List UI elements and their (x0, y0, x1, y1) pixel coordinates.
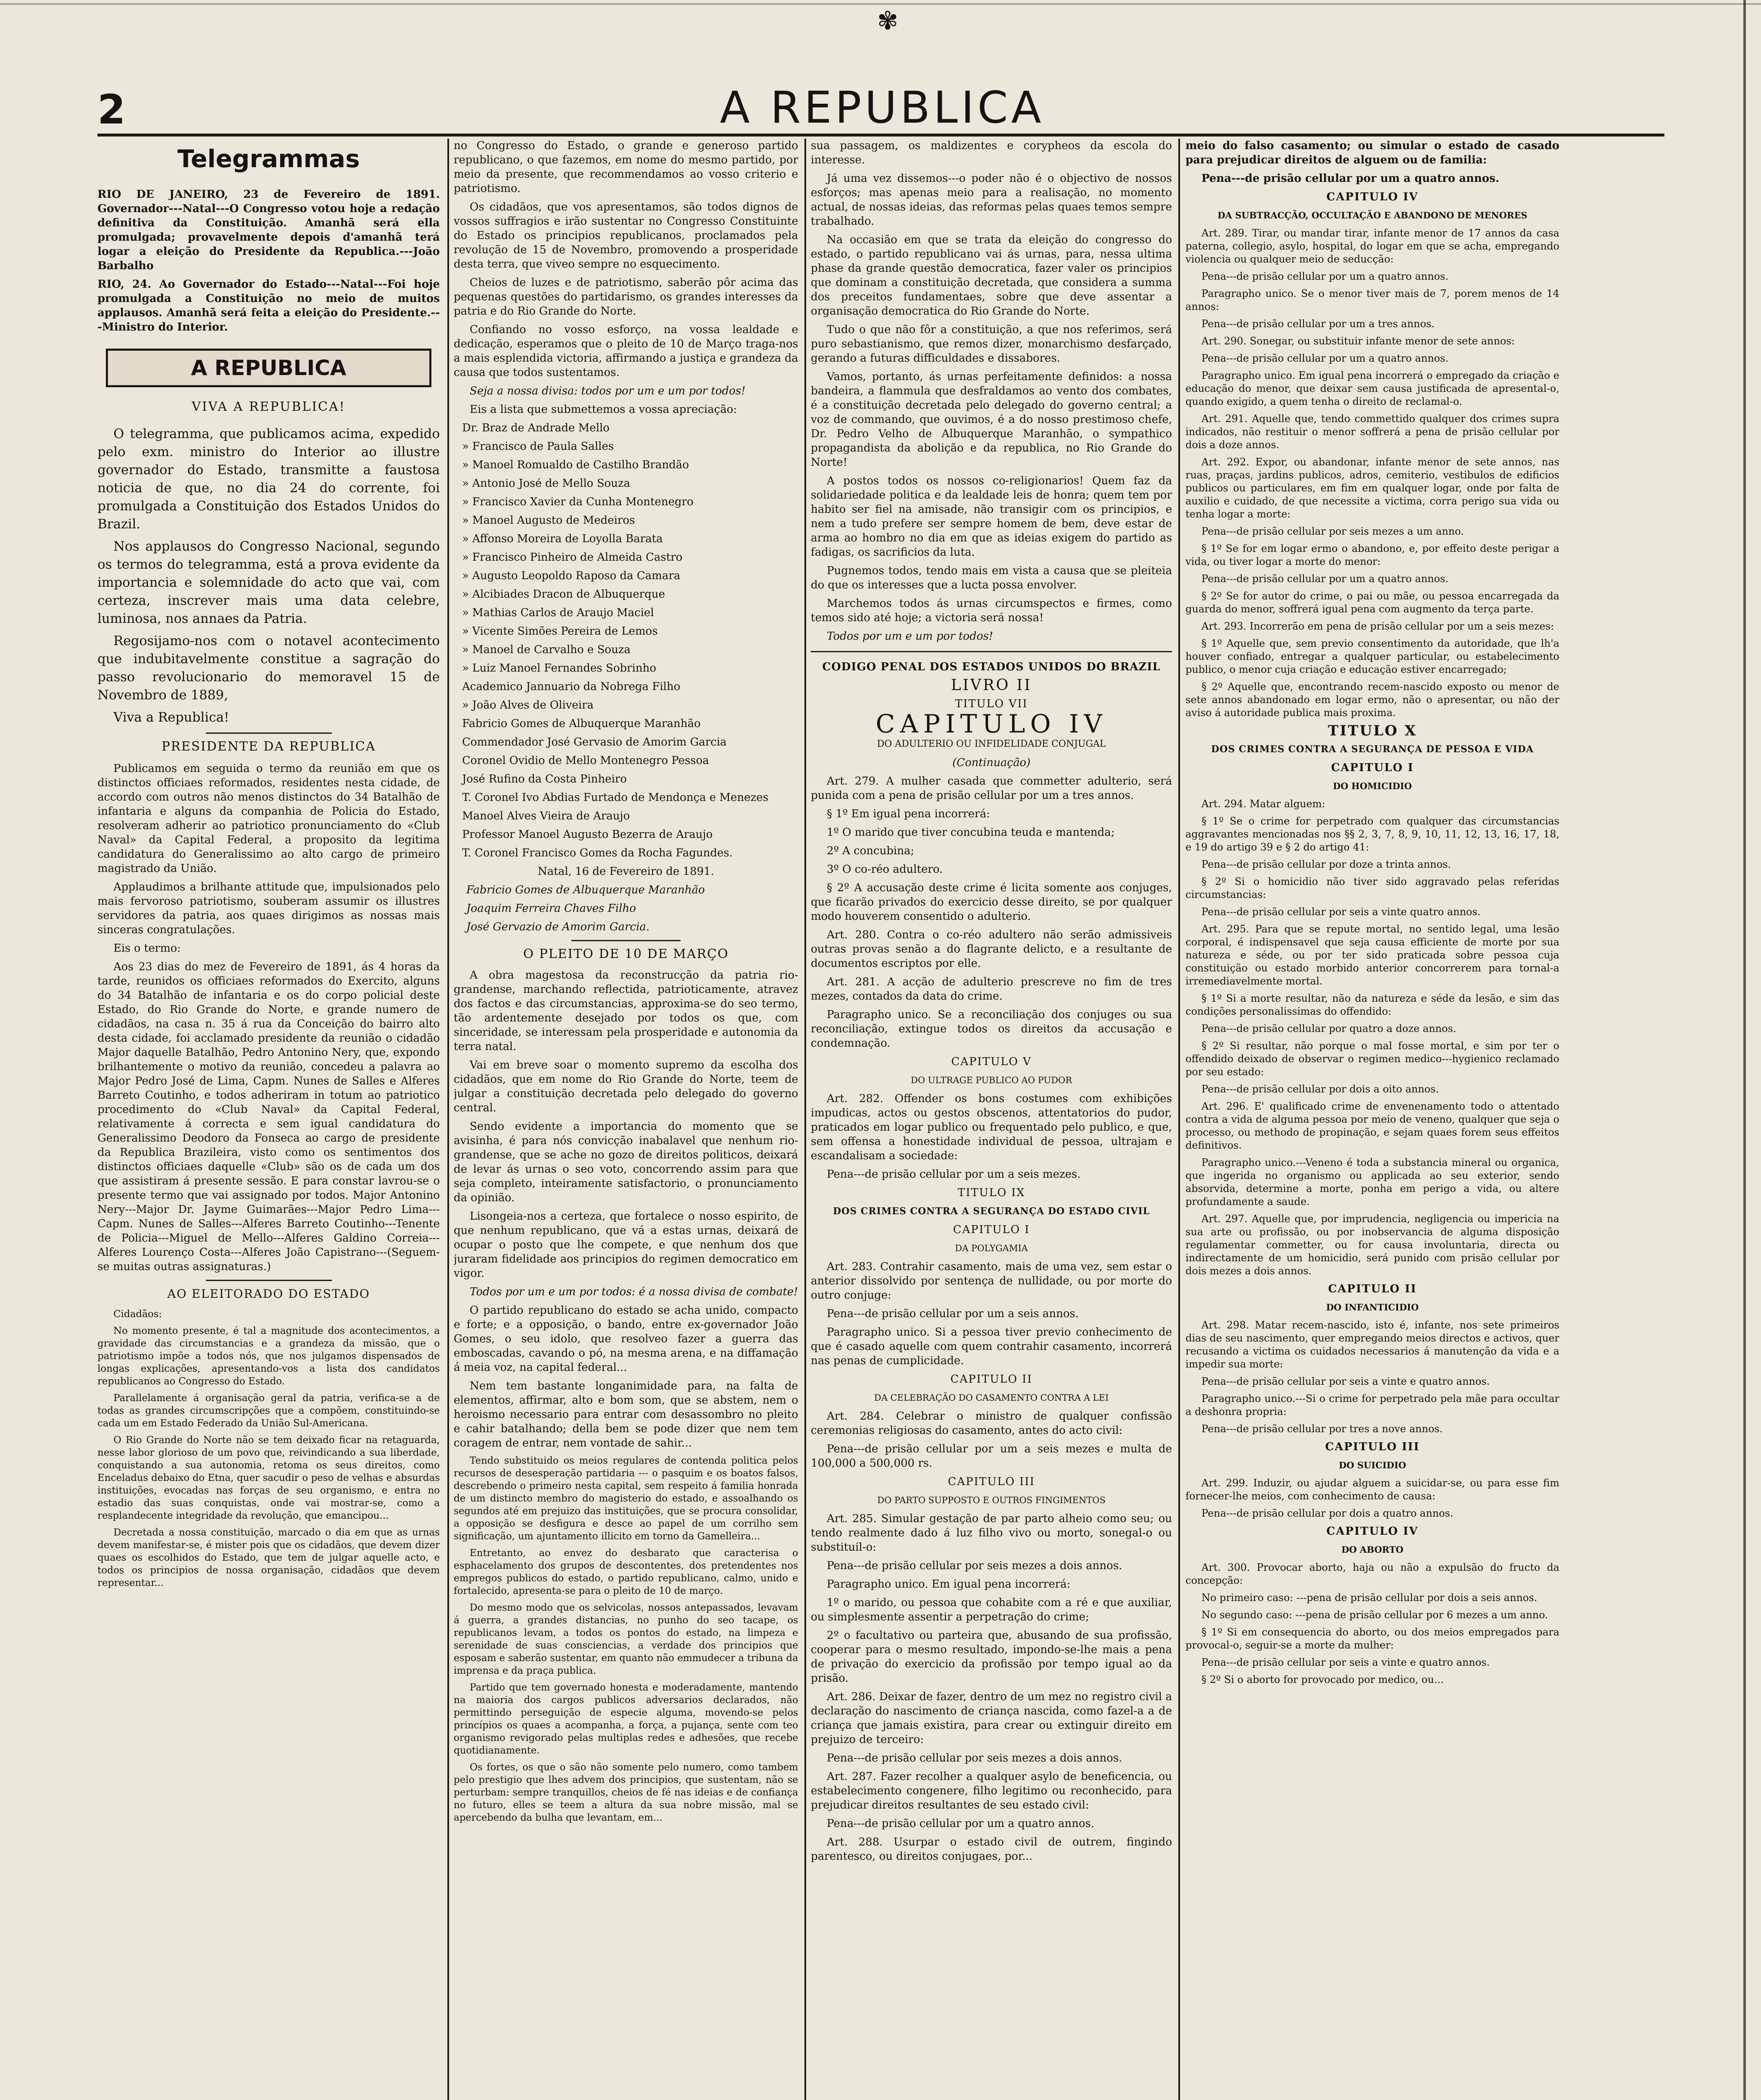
article-paragraph: Tendo substituido os meios regulares de contenda politica pelos recursos de desesperação partidaria --- o pasquim e os boatos falsos, descrebendo o primeiro nesta capital, sem respeito á familia honrada de um distincto membro do magisterio do estado, e assoalhando os segundos até em prejuizo das instituições, que se procura consolidar, a opposição se desfigura e desce ao papel de um corrilho sem significação, um ajuntamento illicito em torno da Gamelleira... (454, 1455, 798, 1542)
article-paragraph: Pena---de prisão cellular por um a quatro annos. (827, 1817, 1094, 1830)
article-paragraph: No segundo caso: ---pena de prisão cellular por 6 mezes a um anno. (1201, 1609, 1548, 1621)
article-paragraph: 2º A concubina; (827, 845, 915, 857)
article-paragraph: Pena---de prisão cellular por seis mezes a um anno. (1201, 525, 1464, 537)
chapter-subtitle: DO SUICIDIO (1339, 1460, 1406, 1470)
article-paragraph: Aos 23 dias do mez de Fevereiro de 1891, ás 4 horas da tarde, reunidos os officiaes reformados do Exercito, alguns do 34 Batalhão de infantaria e os do corpo policial deste Estado, do Rio Grande do Norte, e grande numero de cidadãos, na casa n. 35 á rua da Conceição do bairro alto desta cidade, foi acclamado presidente da reunião o cidadão Major daquelle Batalhão, Pedro Antonino Nery, que, expondo brilhantemente o motivo da reunião, concedeu a palavra ao Major Pedro José de Lima, Capm. Nunes de Salles e Alferes Barreto Coutinho, e todos adheriram in totum ao patriotico procedimento do «Club Naval» da Capital Federal, relativamente á correcta e sem igual candidatura do Generalissimo Deodoro da Fonseca ao cargo de presidente da Republica Brazileira, visto como os sentimentos dos distinctos officiaes daquelle «Club» são os de cada um dos que assistiram á presente sessão. E para constar lavrou-se o presente termo que vai assignado por todos. Major Antonino Nery---Major Dr. Jayme Guimarães---Major Pedro Lima---Capm. Nunes de Salles---Alferes Barreto Coutinho---Tenente de Policia---Miguel de Mello---Alferes Galdino Correia---Alferes Lourenço Costa---Alferes João Capistrano---(Seguem-se muitas outras assignaturas.) (97, 961, 440, 1273)
chapter-subtitle: DA CELEBRAÇÃO DO CASAMENTO CONTRA A LEI (874, 1393, 1109, 1403)
article-paragraph: Viva a Republica! (113, 710, 229, 725)
article-paragraph: § 1º Se for em logar ermo o abandono, e, por effeito deste perigar a vida, ou tiver logar a morte do menor: (1185, 543, 1559, 567)
list-item: » Vicente Simões Pereira de Lemos (462, 625, 658, 638)
article-paragraph: § 2º Si o aborto for provocado por medico, ou... (1201, 1674, 1444, 1685)
article-paragraph: Pena---de prisão cellular por um a seis mezes e multa de 100,000 a 500,000 rs. (811, 1443, 1172, 1470)
article-paragraph: § 1º Si em consequencia do aborto, ou dos meios empregados para provocal-o, seguir-se a morte da mulher: (1185, 1626, 1559, 1651)
article-paragraph: Entretanto, ao envez do desbarato que caracterisa o esphacelamento dos grupos de descontentes, dos pretendentes nos empregos publicos do estado, o partido republicano, calmo, unido e fortalecido, apresenta-se para o pleito de 10 de março. (454, 1548, 798, 1596)
article-paragraph: Paragrapho unico. Em igual pena incorrerá: (827, 1578, 1071, 1591)
article-paragraph: Os cidadãos, que vos apresentamos, são todos dignos de vossos suffragios e irão sustentar no Congresso Constituinte do Estado os principios republicanos, proclamados pela revolução de 15 de Novembro, promovendo a prosperidade desta terra, que viveo sempre no esquecimento. (454, 201, 798, 270)
chapter-heading-small: CAPITULO IV (1326, 191, 1419, 203)
list-item: Fabricio Gomes de Albuquerque Maranhão (462, 717, 701, 730)
list-item: » Mathias Carlos de Araujo Maciel (462, 606, 654, 619)
article-paragraph: Applaudimos a brilhante attitude que, impulsionados pelo mais fervoroso patriotismo, souberam assumir os illustres servidores da patria, aos quaes dirigimos as nossas mais sinceras congratulações. (97, 881, 440, 936)
article-paragraph: § 1º Aquelle que, sem previo consentimento da autoridade, que lh'a houver confiado, entregar a qualquer particular, ou estabelecimento publico, o menor cuja criação e educação estiver encarregado; (1185, 638, 1559, 675)
list-item: » Alcibiades Dracon de Albuquerque (462, 588, 665, 601)
article-paragraph: Os fortes, os que o são não somente pelo numero, como tambem pelo prestigio que lhes advem dos principios, que sustentam, não se perturbam: sempre tranquillos, cheios de fé nas ideias e de confiança no futuro, elles se teem a altura da sua nobre missão, mal se apercebendo da bulha que levantam, em... (454, 1762, 798, 1823)
article-paragraph: Pena---de prisão cellular por quatro a doze annos. (1201, 1023, 1456, 1034)
article-paragraph: Art. 293. Incorrerão em pena de prisão cellular por um a seis mezes: (1201, 620, 1554, 632)
list-item: » Luiz Manoel Fernandes Sobrinho (462, 662, 657, 675)
chapter-subtitle: DO PARTO SUPPOSTO E OUTROS FINGIMENTOS (877, 1495, 1106, 1505)
ornament-icon: ✾ (877, 6, 899, 36)
article-paragraph: Pena---de prisão cellular por um a quatro annos. (1201, 352, 1448, 364)
article-paragraph: meio do falso casamento; ou simular o estado de casado para prejudicar direitos de alguem ou de familia: (1185, 139, 1559, 166)
article-paragraph: Paragrapho unico.---Si o crime for perpetrado pela mãe para occultar a deshonra propria: (1185, 1393, 1559, 1418)
article-paragraph: Art. 285. Simular gestação de par parto alheio como seu; ou tendo realmente dado á luz filho vivo ou morto, sonegal-o ou substituil-o: (811, 1512, 1172, 1554)
chapter-subtitle: DA SUBTRACÇÃO, OCCULTAÇÃO E ABANDONO DE MENORES (1217, 210, 1527, 220)
article-paragraph: Marchemos todos ás urnas circumspectos e firmes, como temos sido até hoje; a victoria será nossa! (811, 597, 1172, 624)
list-item: Academico Jannuario da Nobrega Filho (462, 680, 681, 693)
article-paragraph: Pugnemos todos, tendo mais em vista a causa que se pleiteia do que os interesses que a lucta possa envolver. (811, 564, 1172, 591)
chapter-subtitle: DO ULTRAGE PUBLICO AO PUDOR (911, 1075, 1072, 1085)
article-paragraph: Art. 284. Celebrar o ministro de qualquer confissão ceremonias religiosas do casamento, antes do acto civil: (811, 1410, 1172, 1437)
article-paragraph: § 2º Si resultar, não porque o mal fosse mortal, e sim por ter o offendido deixado de observar o regimen medico---hygienico reclamado por seu estado: (1185, 1040, 1559, 1078)
article-paragraph: § 2º Si o homicidio não tiver sido aggravado pelas referidas circumstancias: (1185, 876, 1559, 900)
list-item: Manoel Alves Vieira de Araujo (462, 810, 630, 822)
top-edge-rule (0, 3, 1761, 5)
article-paragraph: Art. 283. Contrahir casamento, mais de uma vez, sem estar o anterior dissolvido por sentença de nullidade, ou por morte do outro conjuge: (811, 1260, 1172, 1302)
article-paragraph: A postos todos os nossos co-religionarios! Quem faz da solidariedade politica e da lealdade leis de honra; quem tem por habito ser fiel na amisade, não transigir com os principios, e nem a tudo prefere ser sempre homem de bem, deve estar de arma ao hombro no dia em que as ideias exigem do partido as fadigas, os sacrificios da luta. (811, 475, 1172, 559)
article-paragraph: No momento presente, é tal a magnitude dos acontecimentos, a gravidade das circumstancias e a grandeza da missão, que o patriotismo impõe a todos nós, que nos julgamos dispensados de longas explicações, apresentando-vos a lista dos candidatos republicanos ao Congresso do Estado. (97, 1326, 440, 1387)
article-paragraph: Pena---de prisão cellular por seis a vinte quatro annos. (1201, 906, 1481, 918)
signature: Joaquim Ferreira Chaves Filho (466, 902, 636, 915)
list-item: » Affonso Moreira de Loyolla Barata (462, 533, 663, 545)
article-paragraph: Pena---de prisão cellular por seis a vinte e quatro annos. (1201, 1656, 1490, 1668)
article-paragraph: Art. 298. Matar recem-nascido, isto é, infante, nos sete primeiros dias de seu nascimento, quer empregando meios directos e activos, quer recusando a victima os cuidados necessarios á manutenção da vida e a impedir sua morte: (1185, 1319, 1559, 1370)
article-paragraph: Partido que tem governado honesta e moderadamente, mantendo na maioria dos cargos publicos adversarios declarados, não permittindo perseguição de especie alguma, movendo-se pelos princípios os quaes a acompanha, a força, a pujança, sente com teo organismo revigorado pelas multiplas redes e adhesões, que recebe quotidianamente. (454, 1682, 798, 1756)
article-paragraph: § 1º Si a morte resultar, não da natureza e séde da lesão, e sim das condições personalissimas do offendido: (1185, 992, 1559, 1017)
article-paragraph: 3º O co-réo adultero. (827, 863, 943, 876)
chapter-subtitle: DO ABORTO (1341, 1544, 1404, 1555)
article-paragraph: Já uma vez dissemos---o poder não é o objectivo de nossos esforços; mas apenas meio para a realisação, no momento actual, de nossas ideias, das reformas pelas quaes temos sempre trabalhado. (811, 172, 1172, 228)
article-paragraph: Sendo evidente a importancia do momento que se avisinha, é para nós convicção inabalavel que nenhum rio-grandense, que se ache no gozo de direitos politicos, deixará de levar ás urnas o seo voto, concorrendo assim para que seja completo, inteiramente satisfactorio, o pronunciamento da opinião. (454, 1120, 798, 1204)
article-paragraph: Pena---de prisão cellular por um a tres annos. (1201, 318, 1435, 330)
article-paragraph: no Congresso do Estado, o grande e generoso partido republicano, o que fazemos, em nome do mesmo partido, por meio da presente, que recommendamos ao vosso criterio e patriotismo. (454, 139, 798, 195)
page-number: 2 (97, 86, 126, 133)
telegrams-heading: Telegrammas (177, 144, 360, 173)
section-rule (571, 940, 681, 941)
article-heading: PRESIDENTE DA REPUBLICA (161, 739, 376, 754)
article-paragraph: Paragrapho unico. Si a pessoa tiver previo conhecimento de que é casado aquelle com quem contrahir casamento, incorrerá nas penas de cumplicidade. (811, 1326, 1172, 1367)
title-heading: TITULO X (1328, 722, 1417, 739)
article-paragraph: § 1º Em igual pena incorrerá: (827, 808, 990, 820)
article-paragraph: Pena---de prisão cellular por tres a nove annos. (1201, 1423, 1443, 1435)
article-paragraph: Lisongeia-nos a certeza, que fortalece o nosso espirito, de que nenhum republicano, que vá a estas urnas, deixará de ocupar o posto que lhe compete, e que nenhum dos que juraram fidelidade aos principios do regimen democratico em vigor. (454, 1210, 798, 1280)
article-paragraph: § 1º Se o crime for perpetrado com qualquer das circumstancias aggravantes mencionadas nos §§ 2, 3, 7, 8, 9, 10, 11, 12, 13, 16, 17, 18, e 19 do artigo 39 e § 2 do artigo 41: (1185, 815, 1559, 853)
article-paragraph: Art. 297. Aquelle que, por imprudencia, negligencia ou impericia na sua arte ou profissão, ou por inobservancia de alguma disposição regulamentar commetter, ou for causa involuntaria, directa ou indirectamente de um homicidio, será punido com prisão cellular por dois mezes a dois annos. (1185, 1213, 1559, 1277)
chapter-heading-small: CAPITULO V (951, 1055, 1032, 1068)
signature: Fabricio Gomes de Albuquerque Maranhão (466, 884, 705, 896)
article-paragraph: Art. 281. A acção de adulterio prescreve no fim de tres mezes, contados da data do crime. (811, 976, 1172, 1003)
dateline: Natal, 16 de Fevereiro de 1891. (538, 865, 714, 878)
article-paragraph: Vamos, portanto, ás urnas perfeitamente definidos: a nossa bandeira, a flammula que desfraldamos ao vento dos combates, é a constituição decretada pelo delegado do governo central; a voz de commando, que ouvimos, é a do nosso prestimoso chefe, Dr. Pedro Velho de Albuquerque Maranhão, o sympathico propagandista da abolição e da republica, no Rio Grande do Norte! (811, 370, 1172, 469)
article-heading: AO ELEITORADO DO ESTADO (167, 1287, 370, 1301)
article-paragraph: Todos por um e um por todos! (827, 630, 994, 643)
list-item: Professor Manoel Augusto Bezerra de Araujo (462, 828, 713, 841)
article-paragraph: Pena---de prisão cellular por dois a oito annos. (1201, 1083, 1439, 1095)
article-paragraph: Art. 300. Provocar aborto, haja ou não a expulsão do fructo da concepção: (1185, 1562, 1559, 1586)
page-edge (1743, 0, 1746, 2100)
article-paragraph: Pena---de prisão cellular por doze a trinta annos. (1201, 858, 1451, 870)
article-paragraph: Pena---de prisão cellular por dois a quatro annos. (1201, 1507, 1453, 1519)
article-paragraph: Paragrapho unico.---Veneno é toda a substancia mineral ou organica, que ingerida no organismo ou applicada ao seu exterior, sendo absorvida, determine a morte, ponha em perigo a vida, ou altere profundamente a saude. (1185, 1157, 1559, 1208)
chapter-heading-small: CAPITULO II (1328, 1283, 1417, 1295)
chapter-heading-small: CAPITULO III (948, 1475, 1035, 1488)
article-paragraph: Eis a lista que submettemos a vossa apreciação: (470, 403, 737, 416)
article-paragraph: Seja a nossa divisa: todos por um e um por todos! (470, 385, 746, 397)
chapter-heading-small: CAPITULO IV (1326, 1525, 1419, 1538)
article-paragraph: § 2º A accusação deste crime é licita somente aos conjuges, que ficarão privados do exercicio desse direito, se por qualquer modo houverem consentido o adulterio. (811, 882, 1172, 923)
article-paragraph: O partido republicano do estado se acha unido, compacto e forte; e a opposição, o bando, entre ex-governador João Gomes, o seu idolo, que resolveo fazer a guerra das emboscadas, cavando o pó, na mesma arena, e na diffamação á meia voz, na capital federal... (454, 1304, 798, 1374)
article-paragraph: Do mesmo modo que os selvicolas, nossos antepassados, levavam á guerra, a grandes distancias, no punho do seo tacape, os republicanos levam, a todos os pontos do estado, na limpeza e serenidade de suas consciencias, a verdade dos principios que esposam e saberão sustentar, em quanto não emmudecer a tribuna da imprensa e da praça publica. (454, 1602, 798, 1676)
article-paragraph: Confiando no vosso esforço, na vossa lealdade e dedicação, esperamos que o pleito de 10 de Março traga-nos a mais esplendida victoria, affirmando a justiça e grandeza da causa que todos sustentamos. (454, 323, 798, 379)
column-2 (454, 139, 798, 2100)
article-paragraph: Pena---de prisão cellular por um a seis annos. (827, 1307, 1079, 1320)
chapter-heading-small: CAPITULO III (1325, 1441, 1420, 1453)
list-item: Dr. Braz de Andrade Mello (462, 422, 610, 434)
article-paragraph: Art. 290. Sonegar, ou substituir infante menor de sete annos: (1201, 335, 1515, 347)
title-heading: TITULO IX (957, 1186, 1025, 1199)
article-paragraph: § 2º Se for autor do crime, o pai ou mãe, ou pessoa encarregada da guarda do menor, soffrerá igual pena com augmento da terça parte. (1185, 590, 1559, 615)
article-paragraph: Pena---de prisão cellular por um a quatro annos. (1201, 573, 1448, 585)
article-paragraph: Vai em breve soar o momento supremo da escolha dos cidadãos, que em nome do Rio Grande do Norte, teem de julgar a constituição decretada pelo delegado do governo central. (454, 1059, 798, 1114)
article-paragraph: Regosijamo-nos com o notavel acontecimento que indubitavelmente constitue a sagração do passo revolucionario do memoravel 15 de Novembro de 1889, (97, 633, 440, 703)
list-item: » Francisco de Paula Salles (462, 440, 614, 453)
signature: José Gervazio de Amorim Garcia. (466, 921, 650, 933)
column-divider (804, 139, 806, 2100)
article-paragraph: Pena---de prisão cellular por um a quatro annos. (1201, 270, 1448, 282)
article-paragraph: Art. 287. Fazer recolher a qualquer asylo de beneficencia, ou estabelecimento congenere, filho legitimo ou reconhecido, para prejudicar direitos resultantes de seu estado civil: (811, 1770, 1172, 1811)
article-heading: O PLEITO DE 10 DE MARÇO (523, 947, 729, 961)
article-paragraph: Todos por um e um por todos: é a nossa divisa de combate! (470, 1286, 798, 1298)
article-paragraph: Art. 286. Deixar de fazer, dentro de um mez no registro civil a declaração do nascimento de criança nascida, como fazel-a a de criança que jamais existira, para crear ou extinguir direito em prejuizo de terceiro: (811, 1690, 1172, 1746)
list-item: T. Coronel Francisco Gomes da Rocha Fagundes. (462, 847, 733, 859)
article-paragraph: Art. 282. Offender os bons costumes com exhibições impudicas, actos ou gestos obscenos, attentatorios do pudor, praticados em logar publico ou frequentado pelo publico, e que, sem offensa a honestidade individual de pessoa, ultrajam e escandalisam a sociedade: (811, 1092, 1172, 1162)
chapter-subtitle: DO ADULTERIO OU INFIDELIDADE CONJUGAL (877, 739, 1106, 749)
chapter-subtitle: DO INFANTICIDIO (1326, 1302, 1419, 1312)
section-rule (206, 732, 332, 734)
article-paragraph: No primeiro caso: ---pena de prisão cellular por dois a seis annos. (1201, 1592, 1538, 1604)
chapter-heading-small: CAPITULO I (953, 1223, 1030, 1236)
article-paragraph: Pena---de prisão cellular por seis a vinte e quatro annos. (1201, 1376, 1490, 1387)
chapter-subtitle: DOS CRIMES CONTRA A SEGURANÇA DE PESSOA E VIDA (1211, 744, 1534, 755)
list-item: » Augusto Leopoldo Raposo da Camara (462, 570, 681, 582)
article-paragraph: Decretada a nossa constituição, marcado o dia em que as urnas devem manifestar-se, é mister pois que os cidadãos, que devem dizer quaes os escolhidos do Estado, que tem de julgar aquelle acto, e todos os principios de nossa organisação, cidadãos que devem representar... (97, 1527, 440, 1588)
title-heading: TITULO VII (955, 698, 1028, 710)
article-paragraph: Pena---de prisão cellular por um a seis mezes. (827, 1168, 1081, 1181)
column-1 (97, 139, 440, 2100)
book-heading: LIVRO II (951, 677, 1032, 694)
article-paragraph: O Rio Grande do Norte não se tem deixado ficar na retaguarda, nesse labor glorioso de um povo que, reivindicando a sua liberdade, conquistando a sua autonomia, retoma os seus direitos, como Enceladus debaixo do Etna, quer sacudir o peso de velhas e absurdas instituições, evocadas nas forças de seu organismo, e entra no estadio das suas conquistas, onde vai mostrar-se, como a resplandecente integridade da revolução, que emancipou... (97, 1435, 440, 1521)
candidate-list (454, 421, 798, 860)
article-paragraph: 1º O marido que tiver concubina teuda e mantenda; (827, 826, 1115, 839)
chapter-heading: CAPITULO IV (875, 709, 1107, 739)
article-paragraph: Paragrapho unico. Em igual pena incorrerá o empregado da criação e educação do menor, que deixar sem causa justificada de apresental-o, quando exigido, a quem tenha o direito de reclamal-o. (1185, 370, 1559, 407)
continuation-note: (Continuação) (952, 756, 1031, 769)
masthead-title: A REPUBLICA (720, 82, 1045, 133)
article-heading: VIVA A REPUBLICA! (192, 399, 346, 414)
article-paragraph: Pena---de prisão cellular por seis mezes a dois annos. (827, 1752, 1122, 1764)
article-paragraph: Pena---de prisão cellular por seis mezes a dois annos. (827, 1559, 1122, 1572)
article-paragraph: O telegramma, que publicamos acima, expedido pelo exm. ministro do Interior ao illustre governador do Estado, transmitte a faustosa noticia de que, no dia 24 do corrente, foi promulgada a Constituição dos Estados Unidos do Brazil. (97, 426, 440, 532)
article-paragraph: Parallelamente á organisação geral da patria, verifica-se a de todas as grandes circumscripções que a compõem, constituindo-se cada um em Estado Federado da União Sul-Americana. (97, 1393, 440, 1429)
article-paragraph: Art. 299. Induzir, ou ajudar alguem a suicidar-se, ou para esse fim fornecer-lhe meios, com conhecimento de causa: (1185, 1477, 1559, 1502)
article-paragraph: A obra magestosa da reconstrucção da patria rio-grandense, marchando reflectida, patrioticamente, atravez dos factos e das circumstancias, approxima-se do seo termo, tão ardentemente desejado por todos os que, com sinceridade, se interessam pela prosperidade e autonomia da terra natal. (454, 969, 798, 1053)
list-item: Commendador José Gervasio de Amorim Garcia (462, 736, 727, 748)
section-banner: A REPUBLICA (106, 349, 431, 387)
chapter-heading-small: CAPITULO I (1331, 761, 1414, 774)
article-paragraph: Tudo o que não fôr a constituição, a que nos referimos, será puro sebastianismo, que remos dizer, monarchismo desfarçado, gerando a futuras difficuldades e dissabores. (811, 323, 1172, 365)
list-item: Coronel Ovidio de Mello Montenegro Pessoa (462, 754, 709, 767)
article-paragraph: Art. 294. Matar alguem: (1201, 798, 1325, 810)
list-item: » Antonio José de Mello Souza (462, 477, 631, 490)
article-paragraph: Eis o termo: (113, 942, 181, 955)
article-paragraph: Art. 288. Usurpar o estado civil de outrem, fingindo parentesco, ou direitos conjugaes, por... (811, 1836, 1172, 1863)
list-item: » Manoel Romualdo de Castilho Brandão (462, 459, 689, 471)
article-paragraph: Art. 289. Tirar, ou mandar tirar, infante menor de 17 annos da casa paterna, collegio, asylo, hospital, do logar em que se acha, empregando violencia ou qualquer meio de seducção: (1185, 227, 1559, 265)
article-paragraph: Art. 295. Para que se repute mortal, no sentido legal, uma lesão corporal, é indispensavel que seja causa efficiente de morte por sua natureza e séde, ou por ter sido praticada sobre pessoa cuja constituição ou estado morbido anterior concorrerem para tornal-a irremediavelmente mortal. (1185, 923, 1559, 987)
chapter-subtitle: DA POLYGAMIA (955, 1243, 1028, 1253)
article-paragraph: 1º o marido, ou pessoa que cohabite com a ré e que auxiliar, ou simplesmente assentir a perpetração do crime; (811, 1596, 1172, 1623)
article-paragraph: sua passagem, os maldizentes e corypheos da escola do interesse. (811, 139, 1172, 166)
telegram-text: RIO, 24. Ao Governador do Estado---Natal---Foi hoje promulgada a Constituição no meio de muitos applausos. Amanhã será feita a eleição do Presidente.---Ministro do Interior. (97, 278, 440, 333)
article-paragraph: Art. 291. Aquelle que, tendo commettido qualquer dos crimes supra indicados, não restituir o menor soffrerá a pena de prisão cellular por dois a doze annos. (1185, 413, 1559, 451)
section-rule (811, 651, 1172, 652)
article-paragraph: Nem tem bastante longanimidade para, na falta de elementos, affirmar, alto e bom som, que se abstem, nem o heroismo necessario para entrar com desassombro no pleito e cahir batalhando; della bem se pode dizer que nem tem coragem de entrar, nem vontade de sahir... (454, 1380, 798, 1449)
article-paragraph: Art. 279. A mulher casada que commetter adulterio, será punida com a pena de prisão cellular por um a tres annos. (811, 775, 1172, 802)
article-paragraph: Cidadãos: (113, 1309, 162, 1320)
article-paragraph: Art. 296. E' qualificado crime de envenenamento todo o attentado contra a vida de alguma pessoa por meio de veneno, qualquer que seja o processo, ou methodo de propinação, e sejam quaes forem seus effeitos definitivos. (1185, 1100, 1559, 1151)
chapter-subtitle: DOS CRIMES CONTRA A SEGURANÇA DO ESTADO CIVIL (833, 1206, 1150, 1217)
article-paragraph: 2º o facultativo ou parteira que, abusando de sua profissão, cooperar para o mesmo resultado, impondo-se-lhe mais a pena de privação do exercicio da profissão por tempo igual ao da prisão. (811, 1629, 1172, 1685)
article-paragraph: Publicamos em seguida o termo da reunião em que os distinctos officiaes reformados, residentes nesta cidade, de accordo com outros não menos distinctos do 34 Batalhão de infantaria e alguns da companhia de Policia do Estado, resolveram adherir ao patriotico pronunciamento do «Club Naval» da Capital Federal, a proposito da legitima candidatura do Generalissimo ao alto cargo de primeiro magistrado da União. (97, 762, 440, 875)
chapter-heading-small: CAPITULO II (950, 1373, 1033, 1386)
list-item: José Rufino da Costa Pinheiro (462, 773, 627, 785)
section-rule (206, 1280, 332, 1281)
article-paragraph: Na occasião em que se trata da eleição do congresso do estado, o partido republicano vai ás urnas, para, nessa ultima phase da grande questão democratica, fazer valer os principios que dominam a constituição decretada, que considera a summa dos preceitos fundamentaes, sobre que deve assentar a organisação democratica do Rio Grande do Norte. (811, 234, 1172, 318)
list-item: » Francisco Pinheiro de Almeida Castro (462, 551, 683, 564)
telegram-text: RIO DE JANEIRO, 23 de Fevereiro de 1891. Governador---Natal---O Congresso votou hoje a redação definitiva da Constituição. Amanhã será ella promulgada; provavelmente depois d'amanhã terá logar a eleição do Presidente da Republica.---João Barbalho (97, 188, 440, 272)
article-paragraph: Cheios de luzes e de patriotismo, saberão pôr acima das pequenas questões do partidarismo, os grandes interesses da patria e do Rio Grande do Norte. (454, 276, 798, 318)
column-divider (447, 139, 449, 2100)
column-divider (1178, 139, 1180, 2100)
article-paragraph: Pena---de prisão cellular por um a quatro annos. (1201, 172, 1499, 185)
chapter-subtitle: DO HOMICIDIO (1333, 781, 1412, 791)
article-paragraph: Art. 292. Expor, ou abandonar, infante menor de sete annos, nas ruas, praças, jardins publicos, adros, cemiterio, vestibulos de edificios publicos ou particulares, em fim em qualquer logar, onde por falta de auxilio e cuidado, de que necessite a victima, corra perigo sua vida ou tenha logar a morte: (1185, 456, 1559, 520)
column-4 (1185, 139, 1559, 2100)
masthead-rule (97, 134, 1664, 136)
article-paragraph: Paragrapho unico. Se a reconciliação dos conjuges ou sua reconciliação, extingue todos os direitos da accusação e condemnação. (811, 1008, 1172, 1050)
list-item: » Manoel Augusto de Medeiros (462, 514, 635, 527)
article-paragraph: § 2º Aquelle que, encontrando recem-nascido exposto ou menor de sete annos abandonado em logar ermo, não o apresentar, ou não der aviso á autoridade publica mais proxima. (1185, 681, 1559, 719)
list-item: T. Coronel Ivo Abdias Furtado de Mendonça e Menezes (462, 791, 769, 804)
article-paragraph: Paragrapho unico. Se o menor tiver mais de 7, porem menos de 14 annos: (1185, 288, 1559, 312)
list-item: » Manoel de Carvalho e Souza (462, 643, 631, 656)
column-3 (811, 139, 1172, 2100)
code-title: CODIGO PENAL DOS ESTADOS UNIDOS DO BRAZIL (822, 661, 1161, 673)
article-paragraph: Nos applausos do Congresso Nacional, segundo os termos do telegramma, está a prova evidente da importancia e solemnidade do acto que vai, com certeza, inscrever mais uma data celebre, luminosa, nos annaes da Patria. (97, 539, 440, 626)
article-paragraph: Art. 280. Contra o co-réo adultero não serão admissiveis outras provas senão a do flagrante delicto, e a resultante de documentos escriptos por elle. (811, 929, 1172, 970)
list-item: » João Alves de Oliveira (462, 699, 594, 711)
list-item: » Francisco Xavier da Cunha Montenegro (462, 496, 694, 508)
